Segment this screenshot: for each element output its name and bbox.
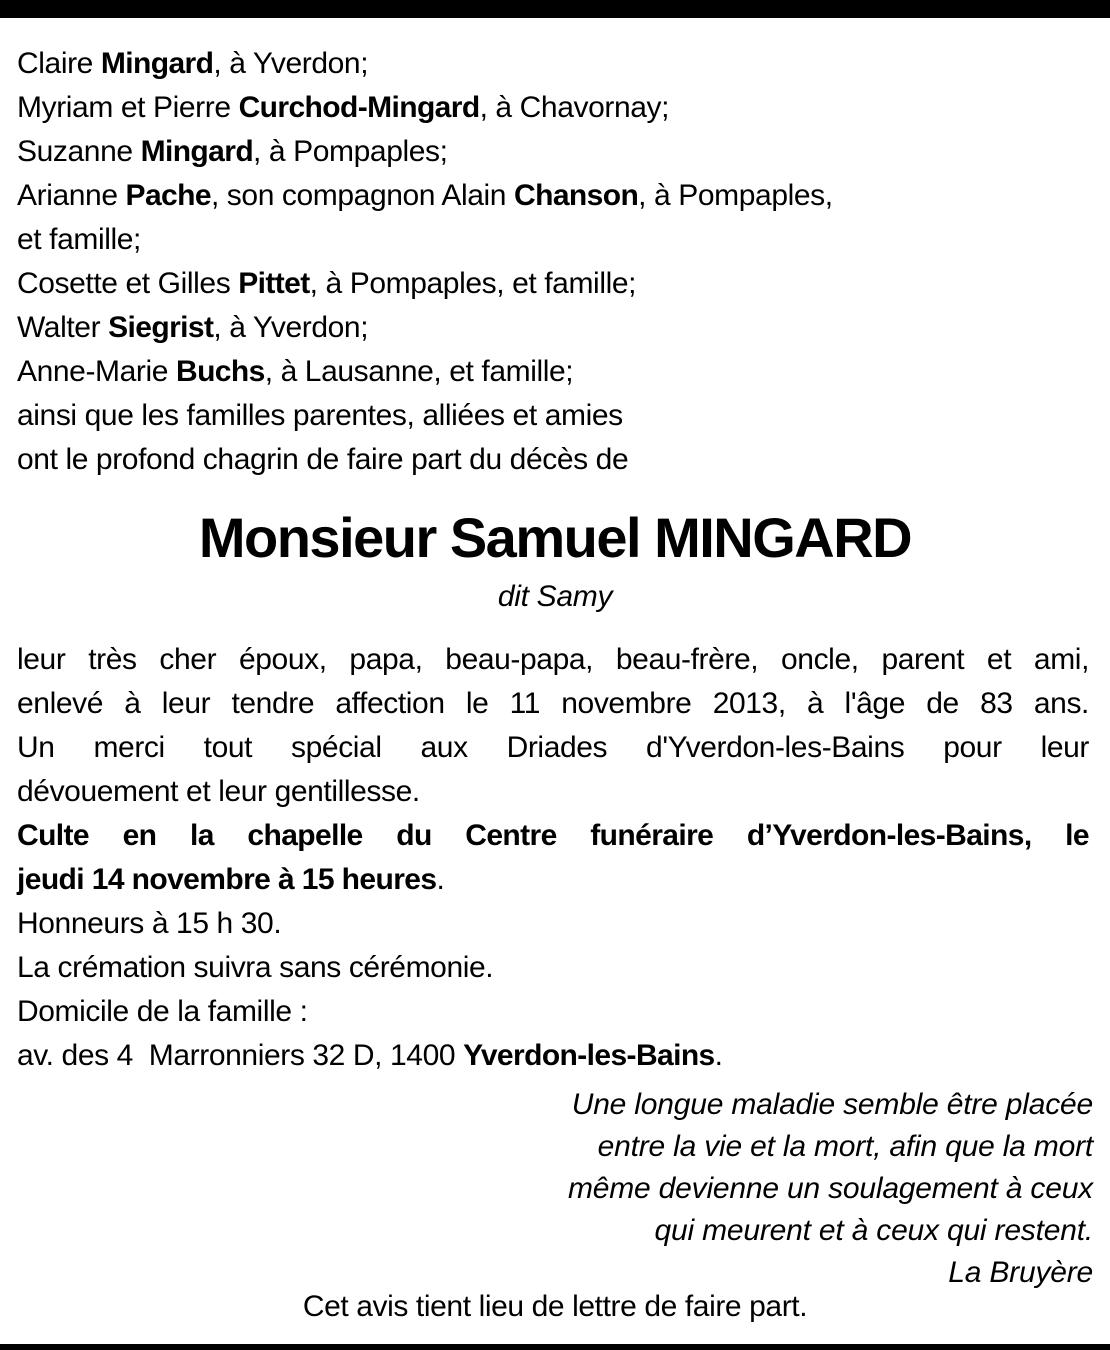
bold-name-text: Chanson bbox=[514, 179, 639, 212]
text-segment: , à Pompaples, bbox=[638, 179, 833, 212]
closing-note: Cet avis tient lieu de lettre de faire part. bbox=[302, 1290, 808, 1323]
body-line bbox=[17, 1034, 1089, 1078]
text-segment: Un merci tout spécial aux Driades d'Yverdon-les-Bains pour leur bbox=[17, 731, 1089, 764]
family-line bbox=[17, 42, 1089, 86]
bold-name-text: Pache bbox=[125, 179, 211, 212]
quote-line: même devienne un soulagement à ceux bbox=[567, 1172, 1093, 1205]
text-segment: Anne-Marie bbox=[17, 355, 177, 388]
bold-name-text: Yverdon-les-Bains bbox=[463, 1039, 715, 1072]
text-segment: Myriam et Pierre bbox=[17, 91, 239, 124]
bottom-border bbox=[0, 1344, 1110, 1350]
family-line bbox=[17, 130, 1089, 174]
body-line bbox=[17, 770, 1089, 814]
text-segment: Walter bbox=[17, 311, 109, 344]
family-line bbox=[17, 438, 1089, 482]
text-segment: Suzanne bbox=[17, 135, 141, 168]
quotation bbox=[568, 1084, 1093, 1294]
family-line bbox=[17, 394, 1089, 438]
quote-line: Une longue maladie semble être placée bbox=[571, 1088, 1093, 1121]
announcement-body bbox=[17, 638, 1089, 1078]
top-border bbox=[0, 0, 1110, 18]
deceased-name: Monsieur Samuel MINGARD bbox=[198, 506, 912, 569]
bold-name-text: Buchs bbox=[176, 355, 265, 388]
bold-name-text: Siegrist bbox=[108, 311, 214, 344]
text-segment: , à Yverdon; bbox=[213, 311, 369, 344]
body-line bbox=[17, 726, 1089, 770]
text-segment: av. des 4 Marronniers 32 D, 1400 bbox=[17, 1039, 464, 1072]
text-segment: , à Pompaples; bbox=[253, 135, 448, 168]
body-line bbox=[17, 858, 1089, 902]
family-line bbox=[17, 350, 1089, 394]
text-segment: ont le profond chagrin de faire part du décès de bbox=[17, 443, 629, 476]
bold-name-text: Mingard bbox=[100, 47, 214, 80]
text-segment: , à Chavornay; bbox=[479, 91, 670, 124]
text-segment: , à Pompaples, et famille; bbox=[309, 267, 637, 300]
bold-name-text: Curchod-Mingard bbox=[238, 91, 480, 124]
body-line bbox=[17, 990, 1089, 1034]
family-line bbox=[17, 306, 1089, 350]
bold-name-text: jeudi 14 novembre à 15 heures bbox=[17, 863, 437, 896]
text-segment: leur très cher époux, papa, beau-papa, beau-frère, oncle, parent et ami, bbox=[17, 643, 1089, 676]
family-line bbox=[17, 174, 1089, 218]
family-line bbox=[17, 218, 1089, 262]
text-segment: Cosette et Gilles bbox=[17, 267, 239, 300]
bold-name-text: Mingard bbox=[140, 135, 254, 168]
text-segment: . bbox=[436, 863, 445, 896]
body-line bbox=[17, 638, 1089, 682]
text-segment: Honneurs à 15 h 30. bbox=[17, 907, 282, 940]
body-line bbox=[17, 814, 1089, 858]
text-segment: , à Yverdon; bbox=[213, 47, 369, 80]
bold-name-text: Pittet bbox=[238, 267, 310, 300]
quote-author: La Bruyère bbox=[948, 1256, 1093, 1289]
body-line bbox=[17, 902, 1089, 946]
text-segment: Arianne bbox=[17, 179, 126, 212]
quote-line: entre la vie et la mort, afin que la mort bbox=[597, 1130, 1093, 1163]
family-line bbox=[17, 262, 1089, 306]
family-line bbox=[17, 86, 1089, 130]
nickname: dit Samy bbox=[497, 580, 613, 613]
text-segment: La crémation suivra sans cérémonie. bbox=[17, 951, 494, 984]
text-segment: . bbox=[714, 1039, 723, 1072]
quote-line: qui meurent et à ceux qui restent. bbox=[654, 1214, 1093, 1247]
text-segment: ainsi que les familles parentes, alliées et amies bbox=[17, 399, 623, 432]
text-segment: , à Lausanne, et famille; bbox=[264, 355, 574, 388]
text-segment: et famille; bbox=[17, 223, 141, 256]
bold-name-text: Culte en la chapelle du Centre funéraire d’Yverdon-les-Bains, le bbox=[17, 819, 1089, 852]
text-segment: Domicile de la famille : bbox=[17, 995, 308, 1028]
text-segment: dévouement et leur gentillesse. bbox=[17, 775, 420, 808]
body-line bbox=[17, 682, 1089, 726]
family-list bbox=[17, 42, 1089, 482]
text-segment: , son compagnon Alain bbox=[210, 179, 515, 212]
text-segment: Claire bbox=[17, 47, 101, 80]
body-line bbox=[17, 946, 1089, 990]
text-segment: enlevé à leur tendre affection le 11 novembre 2013, à l'âge de 83 ans. bbox=[17, 687, 1089, 720]
